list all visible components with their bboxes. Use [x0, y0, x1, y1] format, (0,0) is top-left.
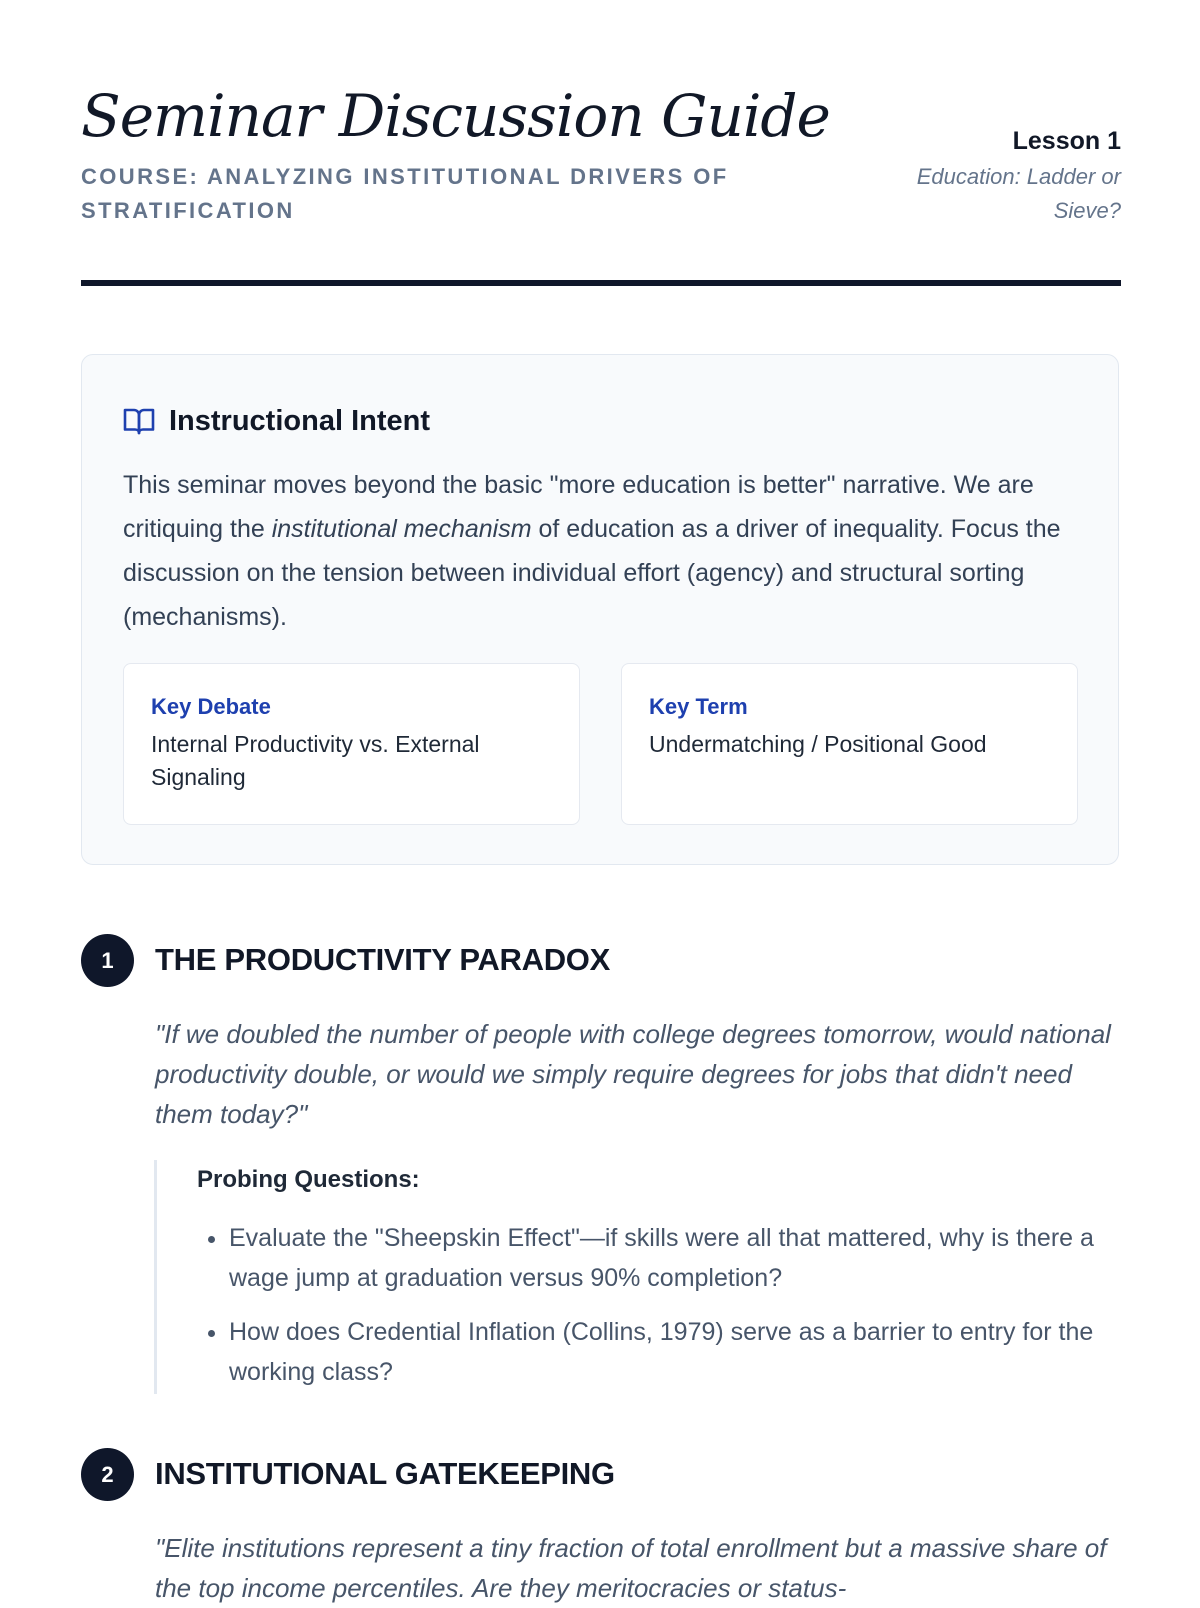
intent-header	[123, 401, 430, 441]
list-item: • Evaluate the "Sheepskin Effect"—if skills were all that mattered, why is there a wage jump at graduation versus 90% completion?	[229, 1218, 1121, 1298]
header-divider	[81, 280, 1121, 286]
intent-title: Instructional Intent	[169, 404, 430, 437]
lesson-block	[851, 122, 1121, 228]
section-number-badge: 2	[81, 1448, 134, 1501]
section-quote: "If we doubled the number of people with college degrees tomorrow, would national productivity double, or would we simply require degrees for jobs that didn't need them today?"	[155, 1019, 1111, 1129]
key-debate-label: Key Debate	[151, 694, 271, 719]
probing-questions-title: Probing Questions:	[197, 1166, 420, 1193]
instructional-intent-card	[81, 354, 1119, 865]
probing-questions-list	[197, 1218, 1121, 1392]
section-title: INSTITUTIONAL GATEKEEPING	[155, 1456, 615, 1491]
intent-body-end: of education as a driver of inequality. Focus the discussion on the tension between individual effort (agency) and structural sorting (mechanisms).	[123, 515, 1061, 631]
key-term-card	[621, 663, 1078, 825]
discussion-guide-page	[81, 0, 1121, 1603]
key-term-label: Key Term	[649, 694, 748, 719]
section-quote: "Elite institutions represent a tiny fraction of total enrollment but a massive share of the top income percentiles. Are they meritocracies or status-	[155, 1533, 1107, 1603]
book-open-icon	[123, 407, 155, 435]
list-item: • How does Credential Inflation (Collins, 1979) serve as a barrier to entry for the working class?	[229, 1312, 1121, 1392]
key-term-value: Undermatching / Positional Good	[649, 731, 987, 757]
course-subtitle: COURSE: ANALYZING INSTITUTIONAL DRIVERS OF STRATIFICATION	[81, 164, 729, 223]
intent-body-emphasis: institutional mechanism	[271, 515, 532, 543]
section-title: THE PRODUCTIVITY PARADOX	[155, 942, 610, 977]
page-title: Seminar Discussion Guide	[81, 82, 830, 150]
intent-body-start: This seminar moves beyond the basic "more education is better" narrative. We are critiquing the	[123, 471, 1034, 543]
probing-questions	[154, 1160, 1121, 1394]
lesson-label: Lesson 1	[1012, 127, 1121, 155]
key-debate-card	[123, 663, 580, 825]
key-debate-value: Internal Productivity vs. External Signaling	[151, 731, 480, 790]
lesson-subtitle: Education: Ladder or Sieve?	[916, 164, 1121, 223]
section-number-badge: 1	[81, 934, 134, 987]
intent-body	[123, 463, 1083, 639]
page-header	[81, 0, 1121, 288]
